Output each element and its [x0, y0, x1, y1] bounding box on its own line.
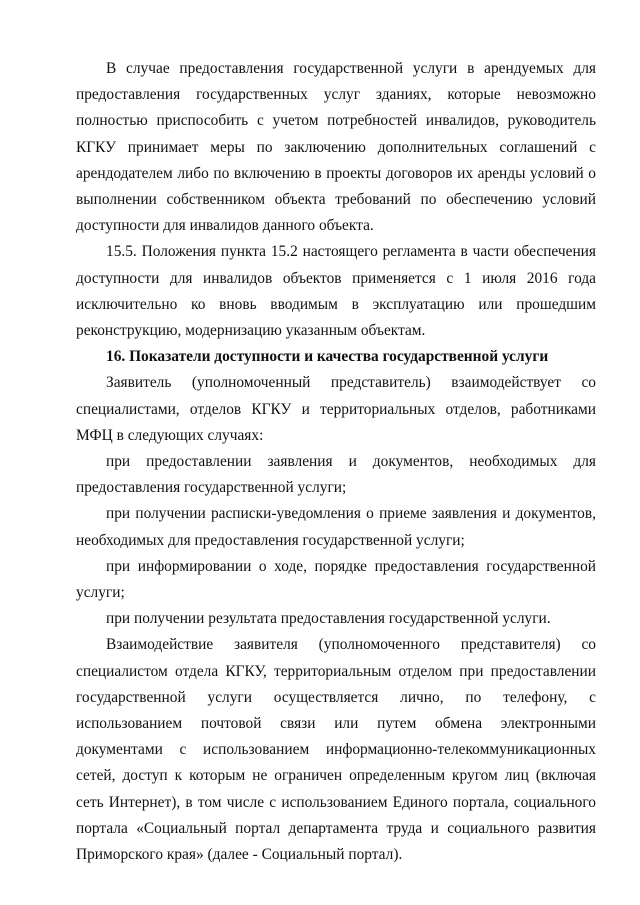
document-page	[76, 56, 596, 868]
paragraph-interaction: Заявитель (уполномоченный представитель) взаимодействует со специалистами, отделов КГКУ и территориальных отделов, работниками МФЦ в следующих случаях:	[76, 374, 596, 444]
case-result: при получении результата предоставления государственной услуги.	[106, 610, 551, 628]
case-informing: при информировании о ходе, порядке предоставления государственной услуги;	[76, 557, 596, 602]
case-submission: при предоставлении заявления и документов, необходимых для предоставления государственной услуги;	[76, 453, 596, 497]
case-receipt: при получении расписки-уведомления о приеме заявления и документов, необходимых для предоставления государственной услуги;	[76, 505, 596, 549]
section-16-heading: 16. Показатели доступности и качества государственной услуги	[106, 348, 549, 366]
paragraph-15-5: 15.5. Положения пункта 15.2 настоящего регламента в части обеспечения доступности для инвалидов объектов применяется с 1 июля 2016 года исключительно ко вновь вводимым в эксплуатацию или прошедшим реконструкцию, модернизацию указанным объектам.	[76, 243, 596, 340]
paragraph-rental-premises: В случае предоставления государственной услуги в арендуемых для предоставления государственных услуг зданиях, которые невозможно полностью приспособить с учетом потребностей инвалидов, руководитель КГКУ принимает меры по заключению дополнительных соглашений с арендодателем либо по включению в проекты договоров их аренды условий о выполнении собственником объекта требований по обеспечению условий доступности для инвалидов данного объекта.	[76, 60, 596, 235]
paragraph-interaction-channels: Взаимодействие заявителя (уполномоченного представителя) со специалистом отдела КГКУ, территориальным отделом при предоставлении государственной услуги осуществляется лично, по телефону, с использованием почтовой связи или путем обмена электронными документами с использованием информационно-телекоммуникационных сетей, доступ к которым не ограничен определенным кругом лиц (включая сеть Интернет), в том числе с использованием Единого портала, социального портала «Социальный портал департамента труда и социального развития Приморского края» (далее - Социальный портал).	[76, 636, 596, 864]
